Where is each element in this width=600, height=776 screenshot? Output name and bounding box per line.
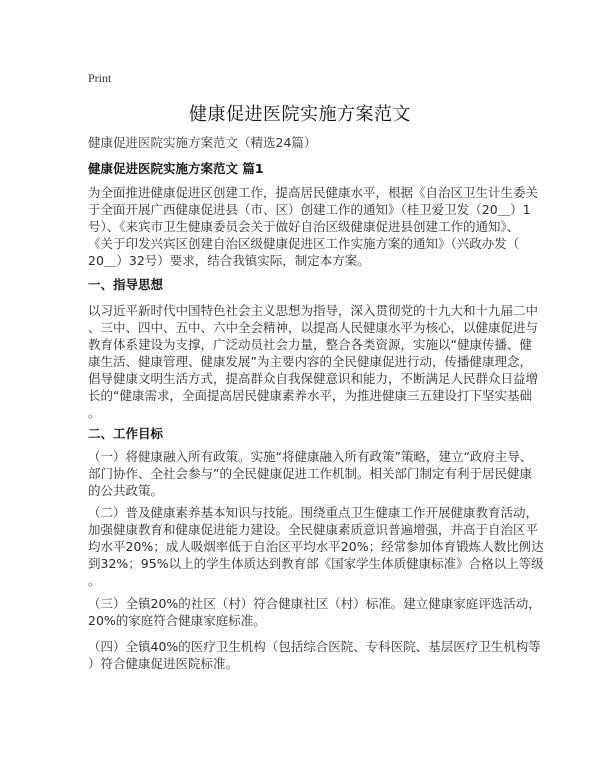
text-line: （三）全镇20%的社区（村）符合健康社区（村）标准。建立健康家庭评选活动， <box>88 596 541 611</box>
goal-item-2 <box>88 504 544 589</box>
print-link[interactable]: Print <box>88 71 112 85</box>
goal-item-3 <box>88 595 541 629</box>
text-line: 倡导健康文明生活方式，提高群众自我保健意识和能力，不断满足人民群众日益增 <box>88 371 539 386</box>
goal-item-1 <box>88 448 533 499</box>
text-line: 为全面推进健康促进区创建工作，提高居民健康水平，根据《自治区卫生计生委关 <box>88 185 539 200</box>
text-line: 20＿）32号）要求，结合我镇实际，制定本方案。 <box>88 253 370 268</box>
goal-item-4 <box>88 638 541 672</box>
text-line: 。 <box>88 573 101 588</box>
text-line: 教育体系建设为支撑，广泛动员社会力量，整合各类资源，实施以“健康传播、健 <box>88 337 532 352</box>
text-line: ）符合健康促进医院标准。 <box>88 656 239 671</box>
text-line: 《关于印发兴宾区创建自治区级健康促进区工作实施方案的通知》（兴政办发（ <box>88 236 520 251</box>
article-heading: 健康促进医院实施方案范文 篇1 <box>88 161 264 176</box>
text-line: 20%的家庭符合健康家庭标准。 <box>88 613 266 628</box>
section-heading-work-goals: 二、工作目标 <box>88 426 164 441</box>
text-line: 于全面开展广西健康促进县（市、区）创建工作的通知》（桂卫爱卫发（20＿）1 <box>88 202 531 217</box>
text-line: 均水平20%；成人吸烟率低于自治区平均水平20%；经常参加体育锻炼人数比例达 <box>88 539 544 554</box>
section-heading-guiding-ideology: 一、指导思想 <box>88 277 164 292</box>
text-line: （一）将健康融入所有政策。实施“将健康融入所有政策”策略，建立“政府主导、 <box>88 449 533 464</box>
text-line: 部门协作、全社会参与”的全民健康促进工作机制。相关部门制定有利于居民健康 <box>88 466 532 481</box>
text-line: 、三中、四中、五中、六中全会精神，以提高人民健康水平为核心，以健康促进与 <box>88 320 539 335</box>
document-subtitle: 健康促进医院实施方案范文（精选24篇） <box>88 135 317 150</box>
text-line: 长的“健康需求，全面提高居民健康素养水平，为推进健康三五建设打下坚实基础 <box>88 388 532 403</box>
text-line: 号）、《来宾市卫生健康委员会关于做好自治区级健康促进县创建工作的通知》、 <box>88 219 520 234</box>
text-line: 到32%；95%以上的学生体质达到教育部《国家学生体质健康标准》合格以上等级 <box>88 556 544 571</box>
text-line: 加强健康教育和健康促进能力建设。全民健康素质意识普遍增强，并高于自治区平 <box>88 522 539 537</box>
text-line: （二）普及健康素养基本知识与技能。围绕重点卫生健康工作开展健康教育活动， <box>88 505 539 520</box>
text-line: 的公共政策。 <box>88 483 164 498</box>
intro-paragraph <box>88 184 539 269</box>
text-line: 康生活、健康管理、健康发展”为主要内容的全民健康促进行动，传播健康理念， <box>88 354 532 369</box>
text-line: 。 <box>88 405 101 420</box>
text-line: （四）全镇40%的医疗卫生机构（包括综合医院、专科医院、基层医疗卫生机构等 <box>88 639 541 654</box>
document-title: 健康促进医院实施方案范文 <box>189 104 411 125</box>
text-line: 以习近平新时代中国特色社会主义思想为指导，深入贯彻党的十九大和十九届二中 <box>88 303 539 318</box>
guiding-ideology-paragraph <box>88 302 539 421</box>
